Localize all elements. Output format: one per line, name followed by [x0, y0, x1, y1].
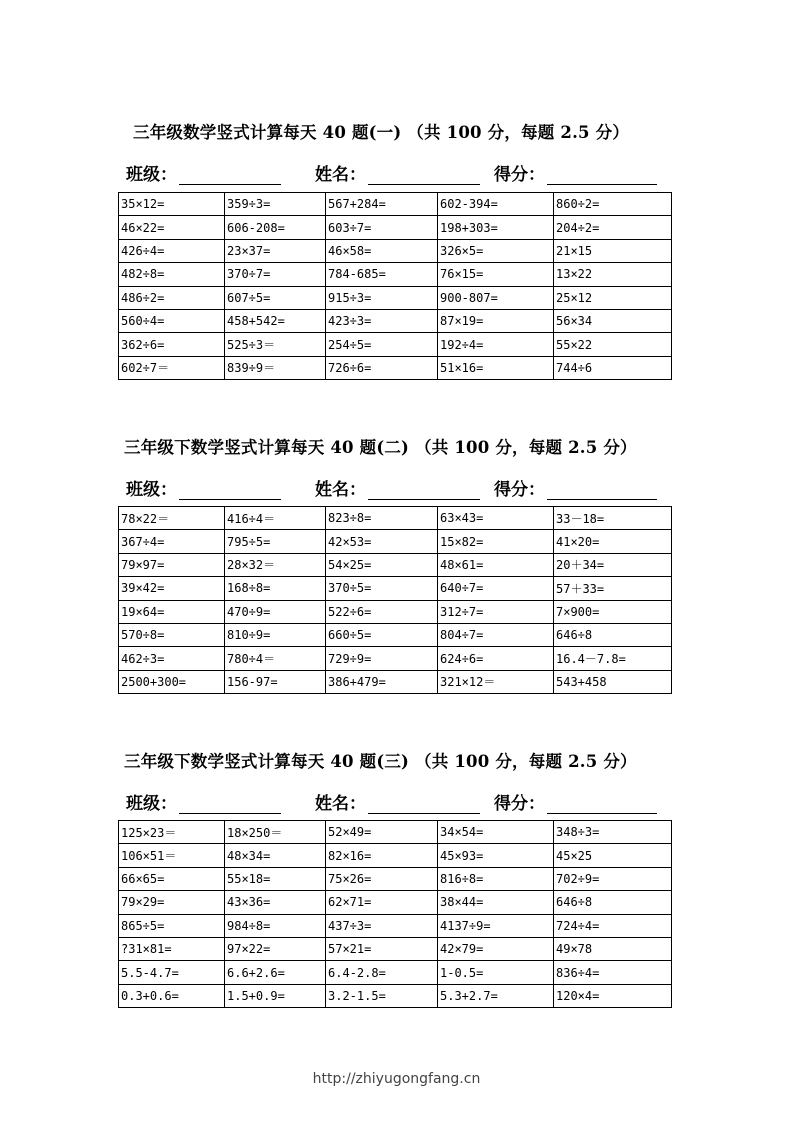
problem-cell: 816÷8=: [438, 867, 554, 890]
problem-cell: 42×53=: [326, 530, 438, 553]
problem-cell: 57＋33=: [554, 577, 672, 600]
problem-cell: 23×37=: [225, 239, 326, 262]
problem-cell: 744÷6: [554, 356, 672, 379]
problem-cell: 28×32＝: [225, 553, 326, 576]
problem-cell: 76×15=: [438, 263, 554, 286]
section-title: 三年级数学竖式计算每天 40 题(一) （共 100 分，每题 2.5 分）: [133, 123, 630, 142]
table-row: [119, 507, 672, 530]
problem-cell: 57×21=: [326, 937, 438, 960]
problem-cell: 567+284=: [326, 193, 438, 216]
problem-cell: 543+458: [554, 670, 672, 693]
table-row: [119, 577, 672, 600]
problem-cell: 780÷4＝: [225, 647, 326, 670]
problem-cell: 570÷8=: [119, 623, 225, 646]
problem-cell: 75×26=: [326, 867, 438, 890]
problem-table: [118, 506, 672, 694]
score-field: [494, 475, 657, 500]
class-field: [126, 475, 281, 500]
problem-cell: 386+479=: [326, 670, 438, 693]
problem-cell: 607÷5=: [225, 286, 326, 309]
info-fields: [126, 475, 666, 499]
table-row: [119, 670, 672, 693]
class-label: 班级：: [126, 480, 177, 500]
problem-cell: 462÷3=: [119, 647, 225, 670]
section-title: 三年级下数学竖式计算每天 40 题(二) （共 100 分，每题 2.5 分）: [124, 438, 637, 457]
problem-cell: 97×22=: [225, 937, 326, 960]
problem-cell: 915÷3=: [326, 286, 438, 309]
problem-cell: 56×34: [554, 309, 672, 332]
problem-cell: 370÷5=: [326, 577, 438, 600]
table-row: [119, 216, 672, 239]
table-row: [119, 984, 672, 1007]
problem-cell: 423÷3=: [326, 309, 438, 332]
name-field: [315, 789, 480, 814]
problem-cell: 624÷6=: [438, 647, 554, 670]
table-row: [119, 867, 672, 890]
problem-cell: 606-208=: [225, 216, 326, 239]
score-label: 得分：: [494, 165, 545, 185]
problem-cell: 42×79=: [438, 937, 554, 960]
problem-cell: 560÷4=: [119, 309, 225, 332]
problem-cell: 810÷9=: [225, 623, 326, 646]
problem-cell: 724÷4=: [554, 914, 672, 937]
problem-cell: 66×65=: [119, 867, 225, 890]
problem-cell: 2500+300=: [119, 670, 225, 693]
info-fields: [126, 160, 666, 184]
problem-cell: 6.4-2.8=: [326, 961, 438, 984]
problem-cell: 486÷2=: [119, 286, 225, 309]
name-blank[interactable]: [368, 166, 480, 185]
problem-cell: 312÷7=: [438, 600, 554, 623]
name-label: 姓名：: [315, 794, 366, 814]
problem-cell: 33－18=: [554, 507, 672, 530]
problem-cell: 3.2-1.5=: [326, 984, 438, 1007]
score-blank[interactable]: [547, 481, 657, 500]
problem-cell: 370÷7=: [225, 263, 326, 286]
table-row: [119, 623, 672, 646]
problem-cell: 125×23＝: [119, 821, 225, 844]
problem-cell: 860÷2=: [554, 193, 672, 216]
problem-cell: 458+542=: [225, 309, 326, 332]
name-label: 姓名：: [315, 480, 366, 500]
problem-cell: 63×43=: [438, 507, 554, 530]
problem-cell: 34×54=: [438, 821, 554, 844]
problem-cell: 640÷7=: [438, 577, 554, 600]
problem-cell: 19×64=: [119, 600, 225, 623]
problem-cell: 348÷3=: [554, 821, 672, 844]
table-row: [119, 333, 672, 356]
problem-cell: 45×25: [554, 844, 672, 867]
problem-cell: 321×12＝: [438, 670, 554, 693]
name-blank[interactable]: [368, 481, 480, 500]
problem-cell: 18×250＝: [225, 821, 326, 844]
problem-cell: 359÷3=: [225, 193, 326, 216]
class-blank[interactable]: [179, 481, 281, 500]
table-row: [119, 914, 672, 937]
problem-cell: 49×78: [554, 937, 672, 960]
problem-cell: 660÷5=: [326, 623, 438, 646]
problem-cell: 0.3+0.6=: [119, 984, 225, 1007]
table-row: [119, 891, 672, 914]
problem-cell: 52×49=: [326, 821, 438, 844]
problem-cell: 46×22=: [119, 216, 225, 239]
table-row: [119, 530, 672, 553]
table-row: [119, 553, 672, 576]
problem-cell: 16.4－7.8=: [554, 647, 672, 670]
problem-cell: 79×97=: [119, 553, 225, 576]
problem-cell: 646÷8: [554, 623, 672, 646]
problem-cell: 21×15: [554, 239, 672, 262]
table-row: [119, 844, 672, 867]
problem-cell: 426÷4=: [119, 239, 225, 262]
problem-cell: 7×900=: [554, 600, 672, 623]
table-row: [119, 961, 672, 984]
problem-cell: 55×22: [554, 333, 672, 356]
problem-cell: 865÷5=: [119, 914, 225, 937]
class-blank[interactable]: [179, 795, 281, 814]
problem-cell: 13×22: [554, 263, 672, 286]
problem-cell: 804÷7=: [438, 623, 554, 646]
problem-cell: 48×61=: [438, 553, 554, 576]
name-field: [315, 160, 480, 185]
problem-cell: 51×16=: [438, 356, 554, 379]
problem-cell: 482÷8=: [119, 263, 225, 286]
problem-cell: 603÷7=: [326, 216, 438, 239]
problem-cell: 1-0.5=: [438, 961, 554, 984]
problem-cell: 46×58=: [326, 239, 438, 262]
problem-cell: 192÷4=: [438, 333, 554, 356]
class-label: 班级：: [126, 165, 177, 185]
problem-cell: 120×4=: [554, 984, 672, 1007]
problem-cell: 79×29=: [119, 891, 225, 914]
problem-cell: 823÷8=: [326, 507, 438, 530]
table-row: [119, 239, 672, 262]
problem-table: [118, 192, 672, 380]
problem-cell: 87×19=: [438, 309, 554, 332]
problem-cell: 39×42=: [119, 577, 225, 600]
table-row: [119, 647, 672, 670]
problem-cell: 900-807=: [438, 286, 554, 309]
score-field: [494, 789, 657, 814]
problem-cell: 62×71=: [326, 891, 438, 914]
problem-cell: 646÷8: [554, 891, 672, 914]
problem-cell: 4137÷9=: [438, 914, 554, 937]
problem-cell: 702÷9=: [554, 867, 672, 890]
problem-cell: 35×12=: [119, 193, 225, 216]
score-field: [494, 160, 657, 185]
table-row: [119, 937, 672, 960]
problem-cell: 15×82=: [438, 530, 554, 553]
problem-cell: ?31×81=: [119, 937, 225, 960]
problem-cell: 20＋34=: [554, 553, 672, 576]
footer-url: http://zhiyugongfang.cn: [312, 1071, 481, 1087]
problem-cell: 525÷3＝: [225, 333, 326, 356]
score-label: 得分：: [494, 794, 545, 814]
table-row: [119, 193, 672, 216]
problem-cell: 602÷7＝: [119, 356, 225, 379]
problem-cell: 5.3+2.7=: [438, 984, 554, 1007]
score-blank[interactable]: [547, 795, 657, 814]
table-row: [119, 356, 672, 379]
section-title: 三年级下数学竖式计算每天 40 题(三) （共 100 分，每题 2.5 分）: [124, 752, 637, 771]
problem-cell: 839÷9＝: [225, 356, 326, 379]
class-field: [126, 789, 281, 814]
problem-cell: 836÷4=: [554, 961, 672, 984]
problem-cell: 43×36=: [225, 891, 326, 914]
problem-cell: 326×5=: [438, 239, 554, 262]
problem-cell: 55×18=: [225, 867, 326, 890]
class-label: 班级：: [126, 794, 177, 814]
problem-cell: 54×25=: [326, 553, 438, 576]
problem-cell: 82×16=: [326, 844, 438, 867]
class-field: [126, 160, 281, 185]
table-row: [119, 821, 672, 844]
problem-cell: 198+303=: [438, 216, 554, 239]
problem-table: [118, 820, 672, 1008]
name-field: [315, 475, 480, 500]
problem-cell: 416÷4＝: [225, 507, 326, 530]
problem-cell: 38×44=: [438, 891, 554, 914]
problem-cell: 204÷2=: [554, 216, 672, 239]
name-blank[interactable]: [368, 795, 480, 814]
score-blank[interactable]: [547, 166, 657, 185]
table-row: [119, 309, 672, 332]
problem-cell: 78×22＝: [119, 507, 225, 530]
problem-cell: 254÷5=: [326, 333, 438, 356]
problem-cell: 729÷9=: [326, 647, 438, 670]
problem-cell: 45×93=: [438, 844, 554, 867]
problem-cell: 437÷3=: [326, 914, 438, 937]
problem-cell: 6.6+2.6=: [225, 961, 326, 984]
problem-cell: 470÷9=: [225, 600, 326, 623]
problem-cell: 156-97=: [225, 670, 326, 693]
problem-cell: 106×51＝: [119, 844, 225, 867]
problem-cell: 522÷6=: [326, 600, 438, 623]
problem-cell: 41×20=: [554, 530, 672, 553]
problem-cell: 25×12: [554, 286, 672, 309]
table-row: [119, 286, 672, 309]
problem-cell: 726÷6=: [326, 356, 438, 379]
problem-cell: 5.5-4.7=: [119, 961, 225, 984]
problem-cell: 367÷4=: [119, 530, 225, 553]
problem-cell: 1.5+0.9=: [225, 984, 326, 1007]
problem-cell: 795÷5=: [225, 530, 326, 553]
problem-cell: 362÷6=: [119, 333, 225, 356]
problem-cell: 784-685=: [326, 263, 438, 286]
class-blank[interactable]: [179, 166, 281, 185]
problem-cell: 984÷8=: [225, 914, 326, 937]
score-label: 得分：: [494, 480, 545, 500]
info-fields: [126, 789, 666, 813]
problem-cell: 48×34=: [225, 844, 326, 867]
table-row: [119, 263, 672, 286]
problem-cell: 602-394=: [438, 193, 554, 216]
name-label: 姓名：: [315, 165, 366, 185]
problem-cell: 168÷8=: [225, 577, 326, 600]
table-row: [119, 600, 672, 623]
